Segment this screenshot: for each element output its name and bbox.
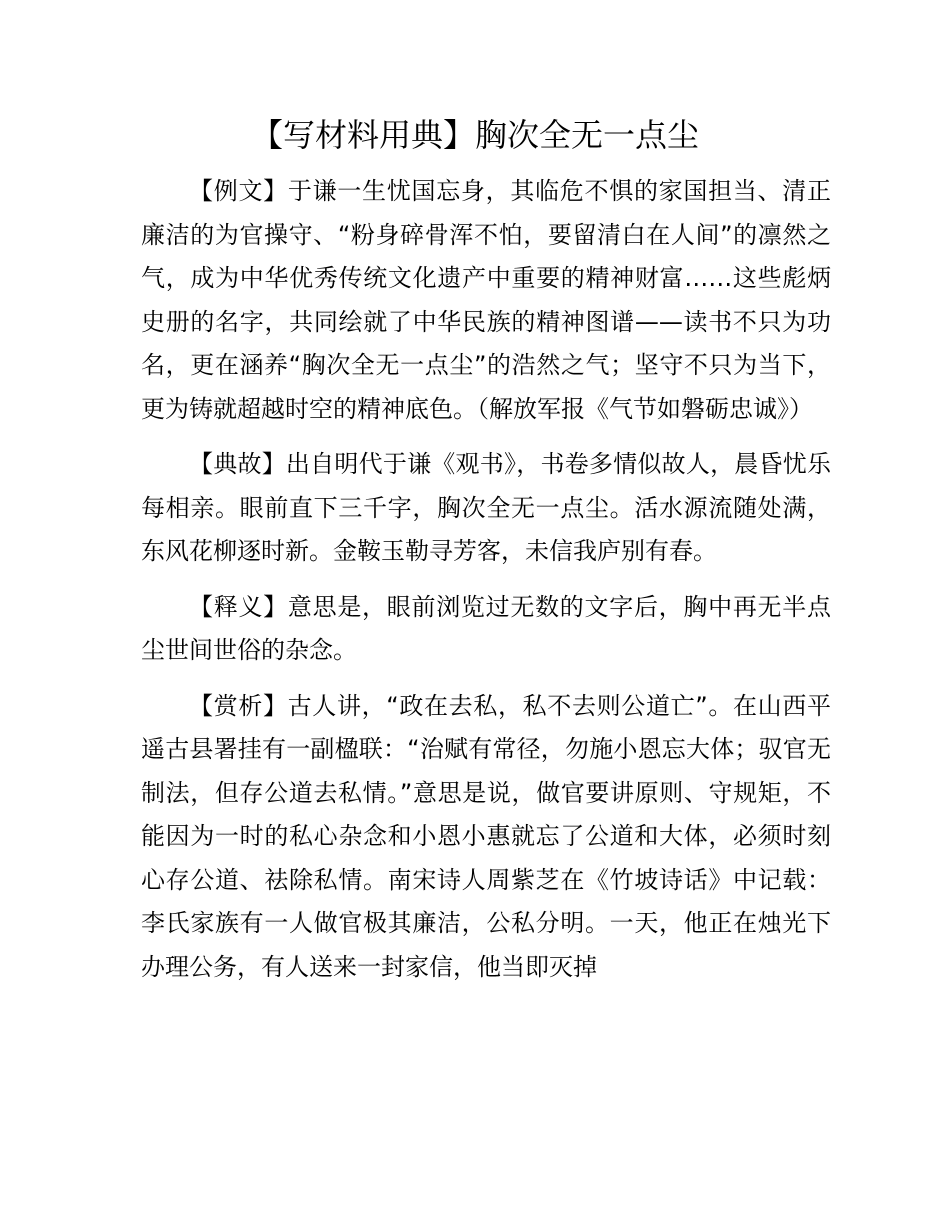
- paragraph-allusion: 【典故】出自明代于谦《观书》，书卷多情似故人，晨昏忧乐每相亲。眼前直下三千字，胸次全无一点尘。活水源流随处满，东风花柳逐时新。金鞍玉勒寻芳客，未信我庐别有春。: [141, 450, 831, 565]
- paragraph-meaning: 【释义】意思是，眼前浏览过无数的文字后，胸中再无半点尘世间世俗的杂念。: [141, 592, 831, 664]
- paragraph-analysis: 【赏析】古人讲，“政在去私，私不去则公道亡”。在山西平遥古县署挂有一副楹联：“治赋有常径，勿施小恩忘大体；驭官无制法，但存公道去私情。”意思是说，做官要讲原则、守规矩，不能因为一时的私心杂念和小恩小惠就忘了公道和大体，必须时刻心存公道、祛除私情。南宋诗人周紫芝在《竹坡诗话》中记载：李氏家族有一人做官极其廉洁，公私分明。一天，他正在烛光下办理公务，有人送来一封家信，他当即灭掉: [141, 691, 831, 981]
- document-body: [141, 170, 831, 1001]
- paragraph-example: 【例文】于谦一生忧国忘身，其临危不惧的家国担当、清正廉洁的为官操守、“粉身碎骨浑不怕，要留清白在人间”的凛然之气，成为中华优秀传统文化遗产中重要的精神财富……这些彪炳史册的名字，共同绘就了中华民族的精神图谱——读书不只为功名，更在涵养“胸次全无一点尘”的浩然之气；坚守不只为当下，更为铸就超越时空的精神底色。（解放军报《气节如磐砺忠诚》）: [141, 177, 831, 423]
- document-title: 【写材料用典】胸次全无一点尘: [250, 116, 699, 154]
